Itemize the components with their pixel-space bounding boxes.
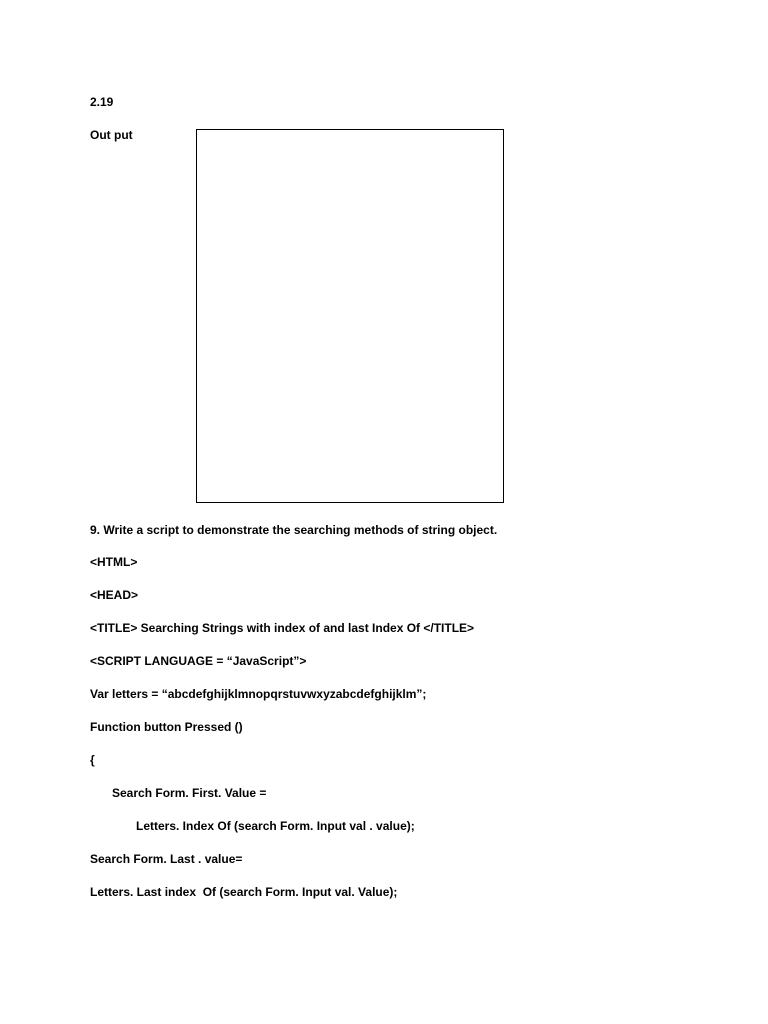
code-line: Letters. Last index Of (search Form. Input val. Value); [90, 885, 398, 899]
output-label: Out put [90, 128, 133, 142]
code-line: <SCRIPT LANGUAGE = “JavaScript”> [90, 654, 307, 668]
code-line: Function button Pressed () [90, 720, 243, 734]
code-line: Search Form. Last . value= [90, 852, 243, 866]
code-line: <TITLE> Searching Strings with index of and last Index Of </TITLE> [90, 621, 475, 635]
code-line: <HTML> [90, 555, 138, 569]
output-box [196, 129, 504, 503]
code-line: <HEAD> [90, 588, 139, 602]
code-line: Letters. Index Of (search Form. Input val . value); [136, 819, 415, 833]
code-line: Var letters = “abcdefghijklmnopqrstuvwxyzabcdefghijklm”; [90, 687, 427, 701]
question-text: 9. Write a script to demonstrate the searching methods of string object. [90, 523, 498, 537]
code-line: { [90, 753, 95, 767]
section-number: 2.19 [90, 95, 114, 109]
code-line: Search Form. First. Value = [112, 786, 267, 800]
